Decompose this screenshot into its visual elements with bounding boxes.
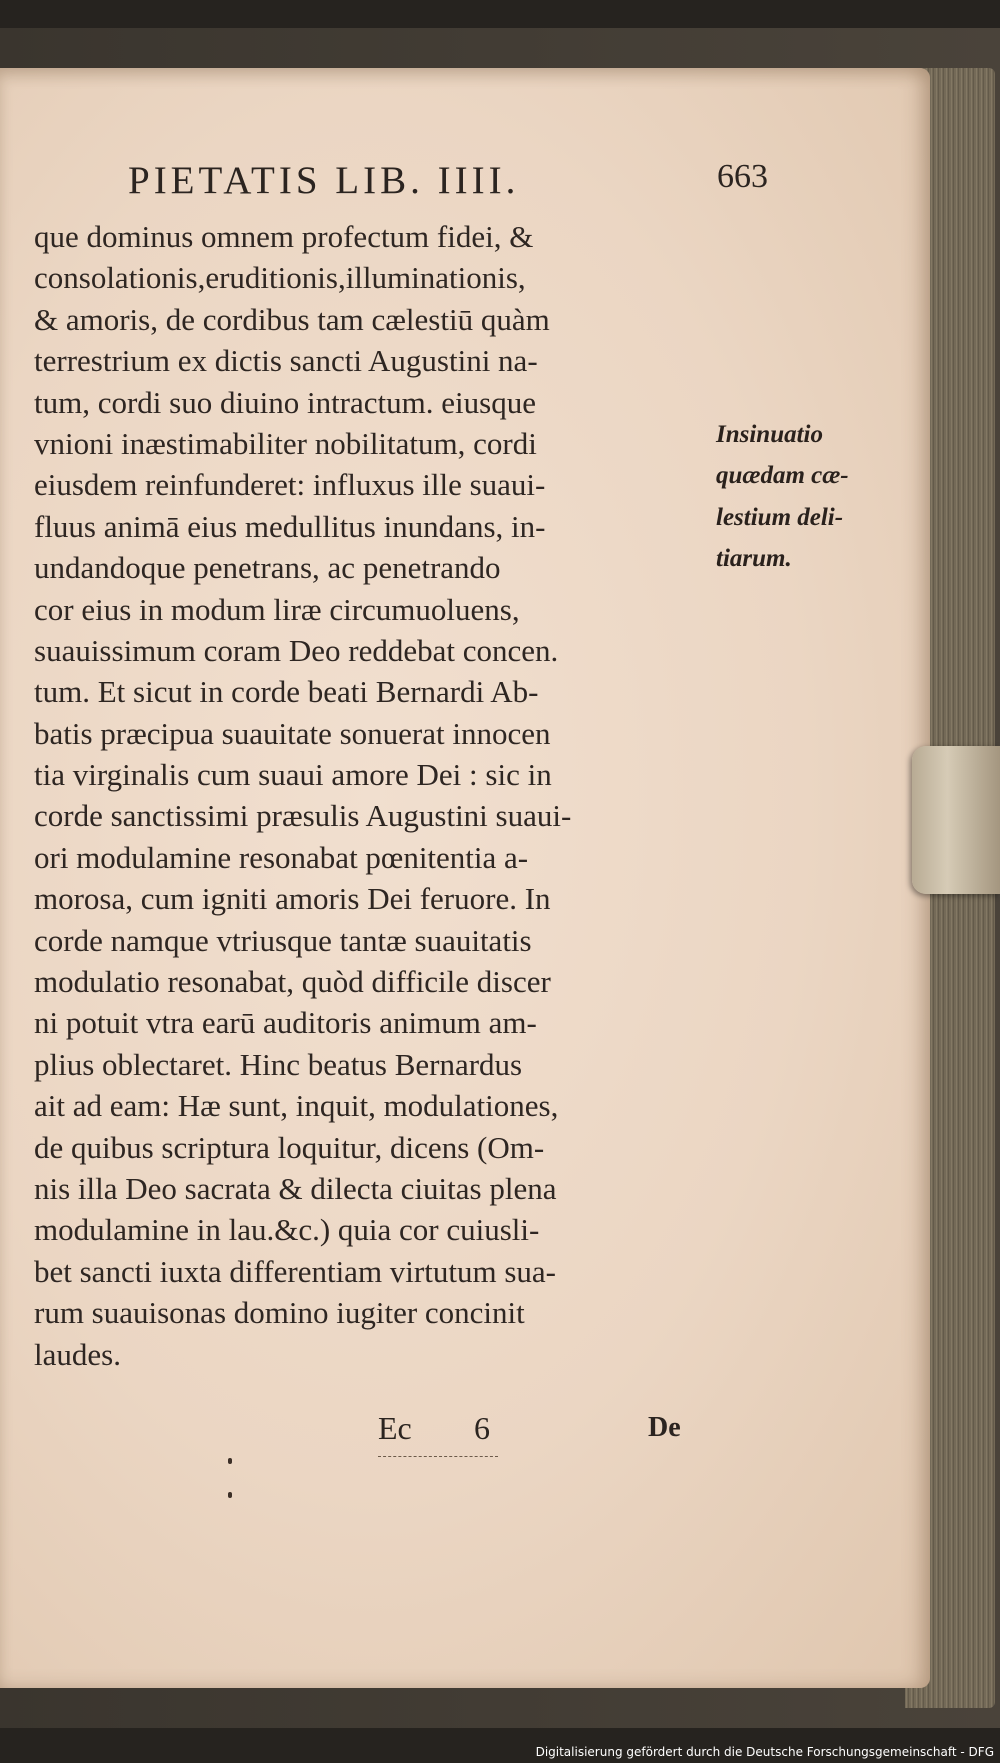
text-line: tia virginalis cum suaui amore Dei : sic in: [34, 757, 552, 793]
bookmark-ribbon: [912, 746, 1000, 894]
main-text: [34, 216, 714, 1375]
signature-number: 6: [474, 1410, 490, 1446]
text-line: terrestrium ex dictis sancti Augustini na-: [34, 343, 538, 379]
text-line: corde namque vtriusque tantæ suauitatis: [34, 922, 532, 958]
text-line: tum, cordi suo diuino intractum. eiusque: [34, 384, 536, 420]
text-line: que dominus omnem profectum fidei, &: [34, 219, 534, 254]
text-line: tum. Et sicut in corde beati Bernardi Ab-: [34, 674, 539, 710]
text-line: fluus animā eius medullitus inundans, in-: [34, 508, 546, 544]
text-line: plius oblectaret. Hinc beatus Bernardus: [34, 1046, 523, 1082]
text-line: morosa, cum igniti amoris Dei feruore. In: [34, 881, 551, 917]
text-line: ori modulamine resonabat pœnitentia a-: [34, 839, 529, 875]
digitization-credit: Digitalisierung gefördert durch die Deutsche Forschungsgemeinschaft - DFG: [535, 1745, 994, 1759]
text-line: rum suauisonas domino iugiter concinit: [34, 1295, 525, 1331]
marginal-note-line: Insinuatio: [716, 421, 824, 448]
text-line: cor eius in modum liræ circumuoluens,: [34, 591, 520, 627]
page-number: 663: [717, 158, 768, 195]
text-line: eiusdem reinfunderet: influxus ille suaui-: [34, 467, 546, 503]
text-line: de quibus scriptura loquitur, dicens (Om-: [34, 1129, 545, 1165]
marginal-note: [716, 414, 896, 580]
page-header: [128, 158, 768, 208]
text-line: ait ad eam: Hæ sunt, inquit, modulationes,: [34, 1088, 559, 1124]
text-line: consolationis,eruditionis,illuminationis,: [34, 260, 526, 296]
running-head: PIETATIS LIB. IIII.: [128, 159, 520, 202]
text-line: vnioni inæstimabiliter nobilitatum, cordi: [34, 425, 537, 461]
marginal-note-line: quædam cæ-: [716, 462, 849, 490]
text-line: & amoris, de cordibus tam cælestiū quàm: [34, 301, 550, 337]
text-line: ni potuit vtra earū auditoris animum am-: [34, 1005, 537, 1041]
marginal-note-line: tiarum.: [716, 545, 792, 573]
page-footer: [378, 1410, 718, 1460]
text-line: nis illa Deo sacrata & dilecta ciuitas plena: [34, 1170, 557, 1206]
text-line: batis præcipua suauitate sonuerat innocen: [34, 715, 551, 751]
signature-mark: Ec: [378, 1410, 412, 1446]
text-line: corde sanctissimi præsulis Augustini suaui-: [34, 798, 572, 834]
ink-blot: [228, 1492, 232, 1498]
marginal-note-line: lestium deli-: [716, 503, 844, 531]
ink-blot: [228, 1458, 232, 1464]
text-line: suauissimum coram Deo reddebat concen.: [34, 632, 559, 668]
text-line: modulatio resonabat, quòd difficile discer: [34, 964, 551, 1000]
text-line: laudes.: [34, 1336, 121, 1372]
text-line: modulamine in lau.&c.) quia cor cuiusli-: [34, 1212, 540, 1248]
text-line: bet sancti iuxta differentiam virtutum sua-: [34, 1253, 556, 1289]
catchword: De: [648, 1412, 681, 1443]
text-line: undandoque penetrans, ac penetrando: [34, 550, 501, 586]
footer-rule: [378, 1456, 498, 1457]
